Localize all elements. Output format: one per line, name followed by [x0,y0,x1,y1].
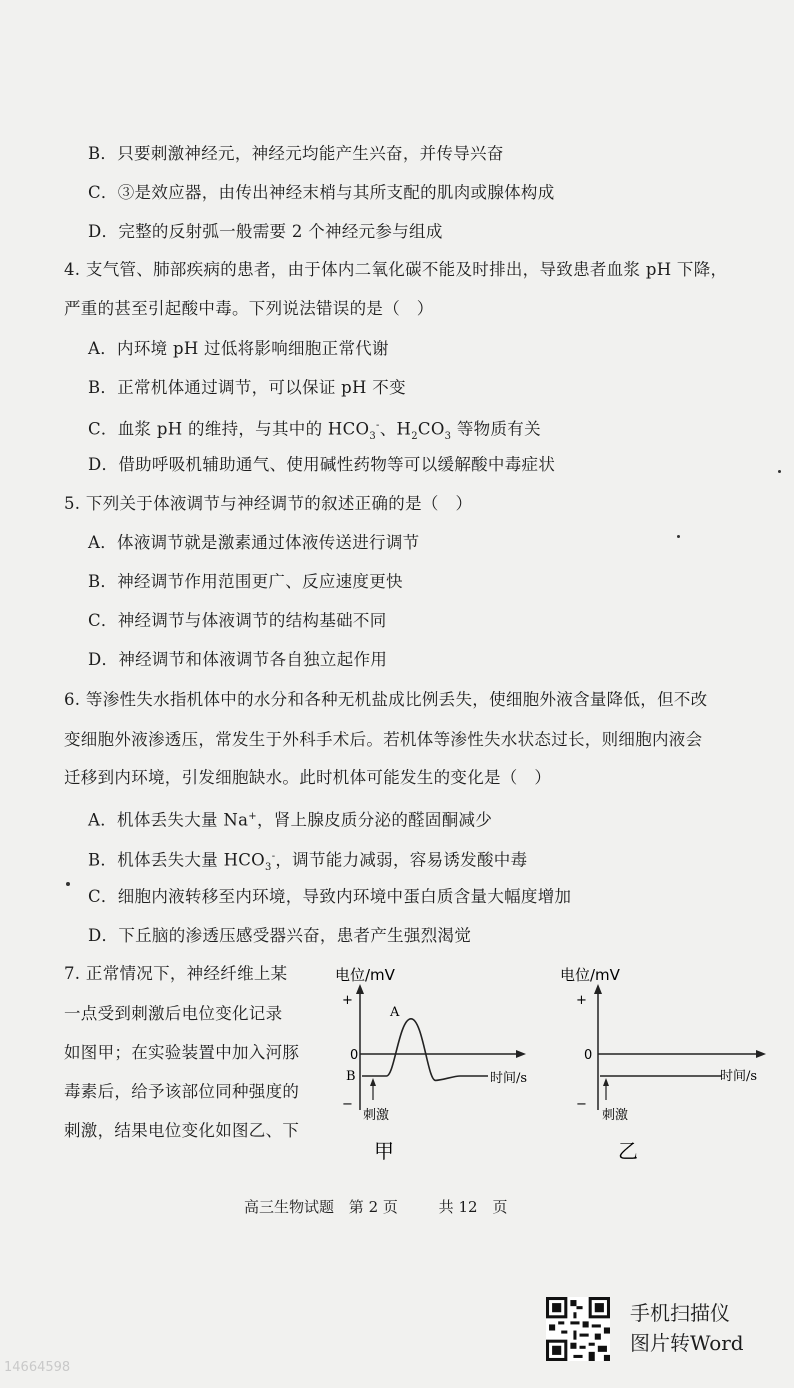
q7-line-1: 7. 正常情况下，神经纤维上某 [64,964,288,983]
chart-jia-title: 甲 [374,1139,394,1163]
scan-speck [778,470,781,473]
chart-yi-ytick-minus: − [576,1097,587,1112]
q7-line-5: 刺激，结果电位变化如图乙、下 [64,1121,300,1140]
scanner-line-2: 图片转Word [630,1331,744,1355]
q4-stem-line2: 严重的甚至引起酸中毒。下列说法错误的是（ ） [64,299,434,318]
q4-option-a: A．内环境 pH 过低将影响细胞正常代谢 [88,339,389,358]
chart-yi-xlabel: 时间/s [720,1069,758,1084]
q6-stem-line2: 变细胞外液渗透压，常发生于外科手术后。若机体等渗性失水状态过长，则细胞内液会 [64,730,703,749]
chart-jia-xlabel: 时间/s [490,1071,528,1086]
chart-yi-stimulus-arrow-head [603,1078,609,1086]
chart-jia-label-a: A [390,1005,400,1020]
chart-jia-stimulus-arrow-head [370,1078,376,1086]
scan-speck [66,882,70,886]
q7-line-3: 如图甲；在实验装置中加入河豚 [64,1043,300,1062]
q5-stem: 5. 下列关于体液调节与神经调节的叙述正确的是（ ） [64,494,473,513]
chart-yi-ylabel: 电位/mV [560,966,620,984]
watermark-id: 14664598 [4,1360,71,1375]
q4-option-d: D．借助呼吸机辅助通气、使用碱性药物等可以缓解酸中毒症状 [88,455,556,474]
q4-option-b: B．正常机体通过调节，可以保证 pH 不变 [88,378,406,397]
q6-option-c: C．细胞内液转移至内环境，导致内环境中蛋白质含量大幅度增加 [88,887,572,906]
page-footer [244,1196,518,1217]
q6-option-b: B．机体丢失大量 $HCO_3^-$，调节能力减弱，容易诱发酸中毒 [88,850,528,873]
chart-yi-y-arrow [594,984,602,994]
q3-option-c: C．③是效应器，由传出神经末梢与其所支配的肌肉或腺体构成 [88,183,555,202]
q5-option-a: A．体液调节就是激素通过体液传送进行调节 [88,533,420,552]
chart-jia-ytick-plus: + [342,993,353,1008]
scan-speck [677,535,680,538]
q4-stem-line1: 4. 支气管、肺部疾病的患者，由于体内二氧化碳不能及时排出，导致患者血浆 pH 下降， [64,260,728,279]
q7-line-4: 毒素后，给予该部位同种强度的 [64,1082,300,1101]
chart-jia [330,960,550,1170]
chart-yi-ytick-zero: 0 [584,1048,593,1063]
q6-option-a: A．机体丢失大量 Na+，肾上腺皮质分泌的醛固酮减少 [88,810,493,830]
footer-total: 共 12 页 [438,1198,508,1216]
chart-yi-x-arrow [756,1050,766,1058]
scanner-line-1: 手机扫描仪 [630,1301,730,1325]
q4-option-c: C．血浆 pH 的维持，与其中的 $HCO_3^-$、$H_2CO_3$ 等物质有关 [88,419,541,442]
chart-jia-series-line [362,1019,488,1081]
q5-option-c: C．神经调节与体液调节的结构基础不同 [88,611,387,630]
chart-jia-x-arrow [516,1050,526,1058]
footer-title: 高三生物试题 [244,1198,335,1216]
chart-jia-y-arrow [356,984,364,994]
q3-option-d: D．完整的反射弧一般需要 2 个神经元参与组成 [88,222,443,241]
chart-yi-ytick-plus: + [576,993,587,1008]
qr-code-icon [546,1297,610,1361]
chart-jia-ytick-minus: − [342,1097,353,1112]
q6-stem-line1: 6. 等渗性失水指机体中的水分和各种无机盐成比例丢失，使细胞外液含量降低，但不改 [64,690,708,709]
chart-yi-stimulus-label: 刺激 [602,1108,629,1123]
q3-option-b: B．只要刺激神经元，神经元均能产生兴奋，并传导兴奋 [88,144,504,163]
scanner-brand [630,1298,744,1358]
q5-option-b: B．神经调节作用范围更广、反应速度更快 [88,572,403,591]
chart-jia-label-b: B [346,1069,356,1084]
q6-option-d: D．下丘脑的渗透压感受器兴奋，患者产生强烈渴觉 [88,926,472,945]
footer-page: 第 2 页 [348,1198,398,1216]
q6-stem-line3: 迁移到内环境，引发细胞缺水。此时机体可能发生的变化是（ ） [64,768,552,787]
chart-jia-stimulus-label: 刺激 [363,1108,390,1123]
chart-yi-title: 乙 [618,1139,638,1163]
q7-line-2: 一点受到刺激后电位变化记录 [64,1004,283,1023]
chart-yi [560,960,780,1170]
chart-jia-ylabel: 电位/mV [335,966,395,984]
q5-option-d: D．神经调节和体液调节各自独立起作用 [88,650,388,669]
chart-jia-ytick-zero: 0 [350,1048,359,1063]
